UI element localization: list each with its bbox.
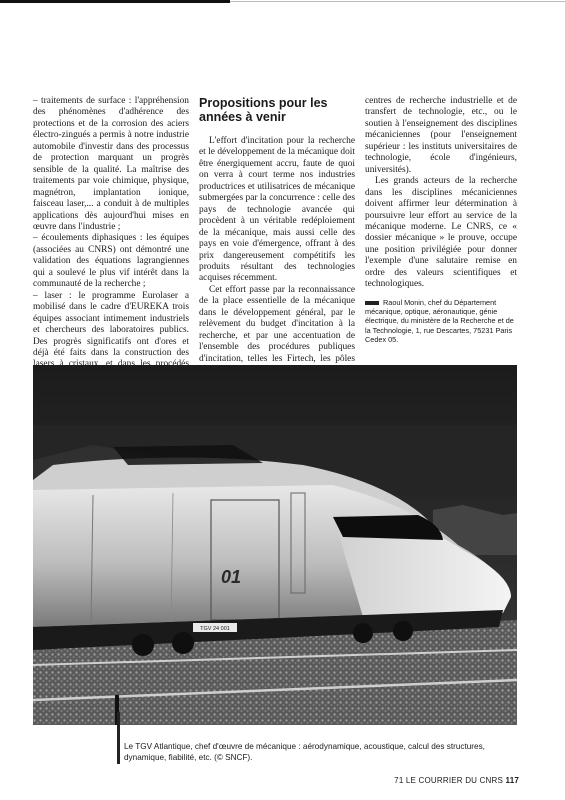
- column-1-paragraph: – écoulements diphasiques : les équipes (associées au CNRS) ont démontré une validation des équations lagrangiennes qui a soulevé le plus vif intérêt dans la communauté de la recherche ;: [33, 233, 189, 290]
- author-note-text: Raoul Monin, chef du Département mécanique, optique, aéronautique, génie électrique, du ministère de la Recherche et de la Technologie, 1, rue Descartes, 75231 Paris Cedex 05.: [365, 298, 514, 344]
- column-2-paragraph: Cet effort passe par la reconnaissance de la place essentielle de la mécanique dans le développement général, par le relèvement du budget d'incitation à la recherche, et par une accentuation de l'ensemble des procédures publiques d'incitation, telles les Firtech, les pôles: [199, 284, 355, 364]
- train-number: 01: [221, 567, 242, 587]
- author-note: [365, 298, 517, 344]
- column-2-paragraph: L'effort d'incitation pour la recherche et le développement de la mécanique doit être énergiquement accru, faute de quoi on verra à court terme nos industries productrices et utilisatrices de mécanique submergées par la concurrence : celle des pays de technologie avancée qui procèdent à un véritable redéploiement de la mécanique, mais aussi celle des pays en voie d'émergence, offrant à des prix dangereusement compétitifs les produits résultant des technologies acquises récemment.: [199, 136, 355, 284]
- column-2: [199, 96, 355, 377]
- page-footer: [394, 776, 519, 785]
- note-marker: [365, 301, 379, 305]
- section-heading: Propositions pour les années à venir: [199, 96, 328, 124]
- footer-issue: 71 LE COURRIER DU CNRS: [394, 776, 504, 785]
- column-3-paragraph: centres de recherche industrielle et de transfert de technologie, etc., ou le soutien à l'enseignement des disciplines mécaniciennes (pour l'enseignement supérieur : les instituts universitaires de technologie, école d'ingénieurs, universités).: [365, 96, 517, 175]
- photo-caption: Le TGV Atlantique, chef d'œuvre de mécanique : aérodynamique, acoustique, calcul des structures, dynamique, fiabilité, etc. (© SNCF).: [124, 742, 485, 762]
- page-number: 117: [505, 776, 519, 785]
- tgv-photo: [33, 365, 517, 725]
- column-1-paragraph: – laser : le programme Eurolaser a mobilisé dans le cadre d'EUREKA trois équipes associant intimement industriels et chercheurs des laboratoires publics. Des progrès significatifs ont d'ores et déjà été faits dans la construction des: [33, 290, 189, 358]
- tgv-illustration: [33, 365, 517, 725]
- caption-bar: [117, 712, 120, 764]
- column-3-paragraph: Les grands acteurs de la recherche dans les disciplines mécaniciennes doivent affirmer leur détermination à poursuivre leur effort au service de la mécanique moderne. Le CNRS, ce « dossier mécanique » le prouve, occupe une position privilégiée pour donner l'exemple d'une salutaire remise en ordre des valeurs scientifiques et technologiques.: [365, 176, 517, 290]
- top-rule: [0, 0, 230, 3]
- train-plate: TGV 24 001: [200, 626, 230, 632]
- top-rule-thin: [230, 1, 565, 2]
- column-3: [365, 96, 517, 291]
- column-1: [33, 96, 189, 382]
- column-1-paragraph: – traitements de surface : l'appréhension des phénomènes d'adhérence des protections et de la corrosion des aciers électro-zingués a permis à notre industrie automobile d'investir dans des processus de protection marquant un progrès sensible de la qualité. La maîtrise des traitements par voie chimique, physique, magnétron, implantation ionique, faisceau laser,... a conduit à de multiples applications dès aujourd'hui mises en œuvre dans l'industrie ;: [33, 96, 189, 232]
